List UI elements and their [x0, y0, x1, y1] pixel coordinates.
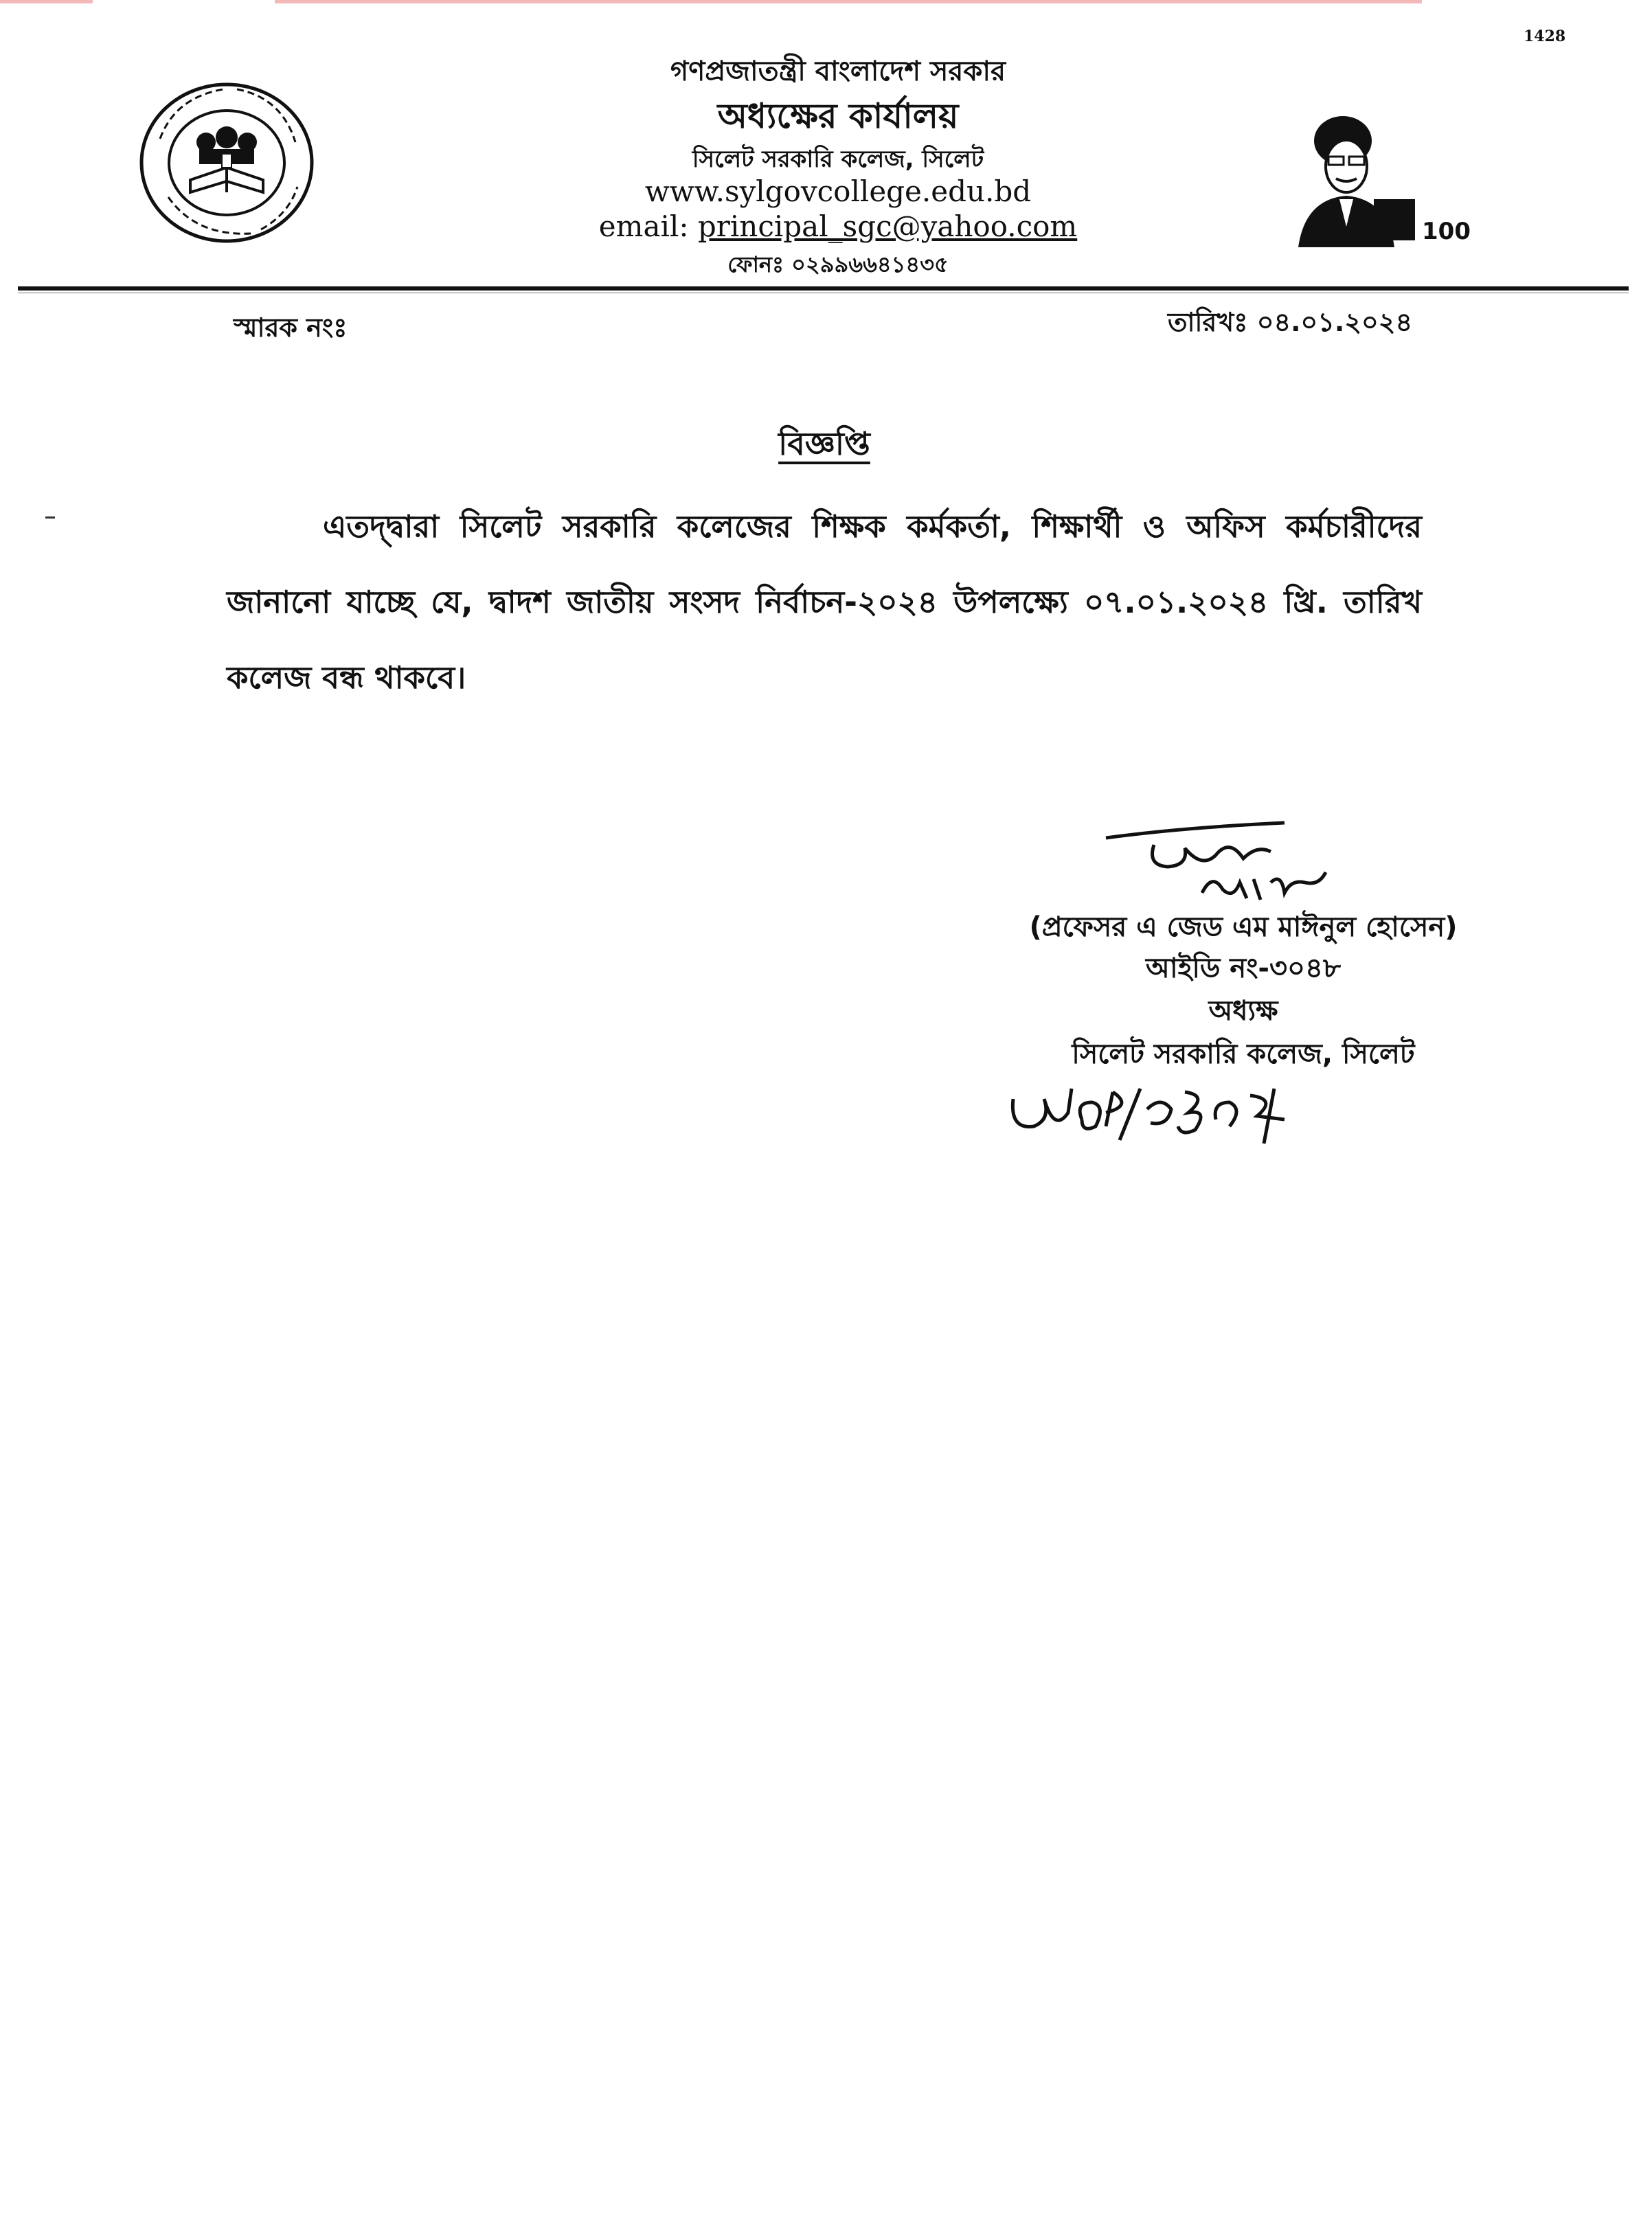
header-divider [18, 286, 1629, 291]
notice-title-text: বিজ্ঞপ্তি [778, 425, 870, 462]
signatory-title: অধ্যক্ষ [1208, 995, 1278, 1027]
memo-number: স্মারক নংঃ [234, 312, 348, 343]
notice-title [721, 420, 927, 473]
svg-text:100: 100 [1422, 218, 1471, 245]
website-link[interactable]: www.sylgovcollege.edu.bd [644, 174, 1032, 208]
signatory-id: আইডি নং-৩০৪৮ [1146, 953, 1341, 984]
handwritten-signature [1099, 817, 1346, 913]
college-address: সিলেট সরকারি কলেজ, সিলেট [692, 146, 984, 173]
email-line [481, 209, 1195, 243]
government-name: গণপ্রজাতন্ত্রী বাংলাদেশ সরকার [670, 56, 1006, 87]
college-emblem-logo [134, 77, 319, 249]
signatory-name: (প্রফেসর এ জেড এম মাঈনুল হোসেন) [1029, 911, 1458, 943]
office-name: অধ্যক্ষের কার্যালয় [717, 96, 959, 136]
signatory-college: সিলেট সরকারি কলেজ, সিলেট [1072, 1038, 1415, 1070]
page-number: 1428 [1524, 27, 1566, 45]
top-edge-mark [275, 0, 1422, 3]
email-label: email: [598, 209, 689, 243]
notice-body: এতদ্দ্বারা সিলেট সরকারি কলেজের শিক্ষক কর্মকর্তা, শিক্ষার্থী ও অফিস কর্মচারীদের জানানো যাচ্ছে যে, দ্বাদশ জাতীয় সংসদ নির্বাচন-২০২৪ উপলক্ষ্যে ০৭.০১.২০২৪ খ্রি. তারিখ কলেজ বন্ধ থাকবে। [227, 508, 1422, 696]
top-edge-mark [0, 0, 93, 3]
email-link[interactable]: principal_sgc@yahoo.com [697, 209, 1078, 243]
handwritten-date-signature [1003, 1071, 1305, 1154]
notice-date: তারিখঃ ০৪.০১.২০২৪ [1168, 307, 1413, 337]
margin-mark [45, 516, 55, 519]
phone-number: ফোনঃ ০২৯৯৬৬৪১৪৩৫ [727, 251, 949, 277]
portrait-logo [1278, 103, 1471, 247]
